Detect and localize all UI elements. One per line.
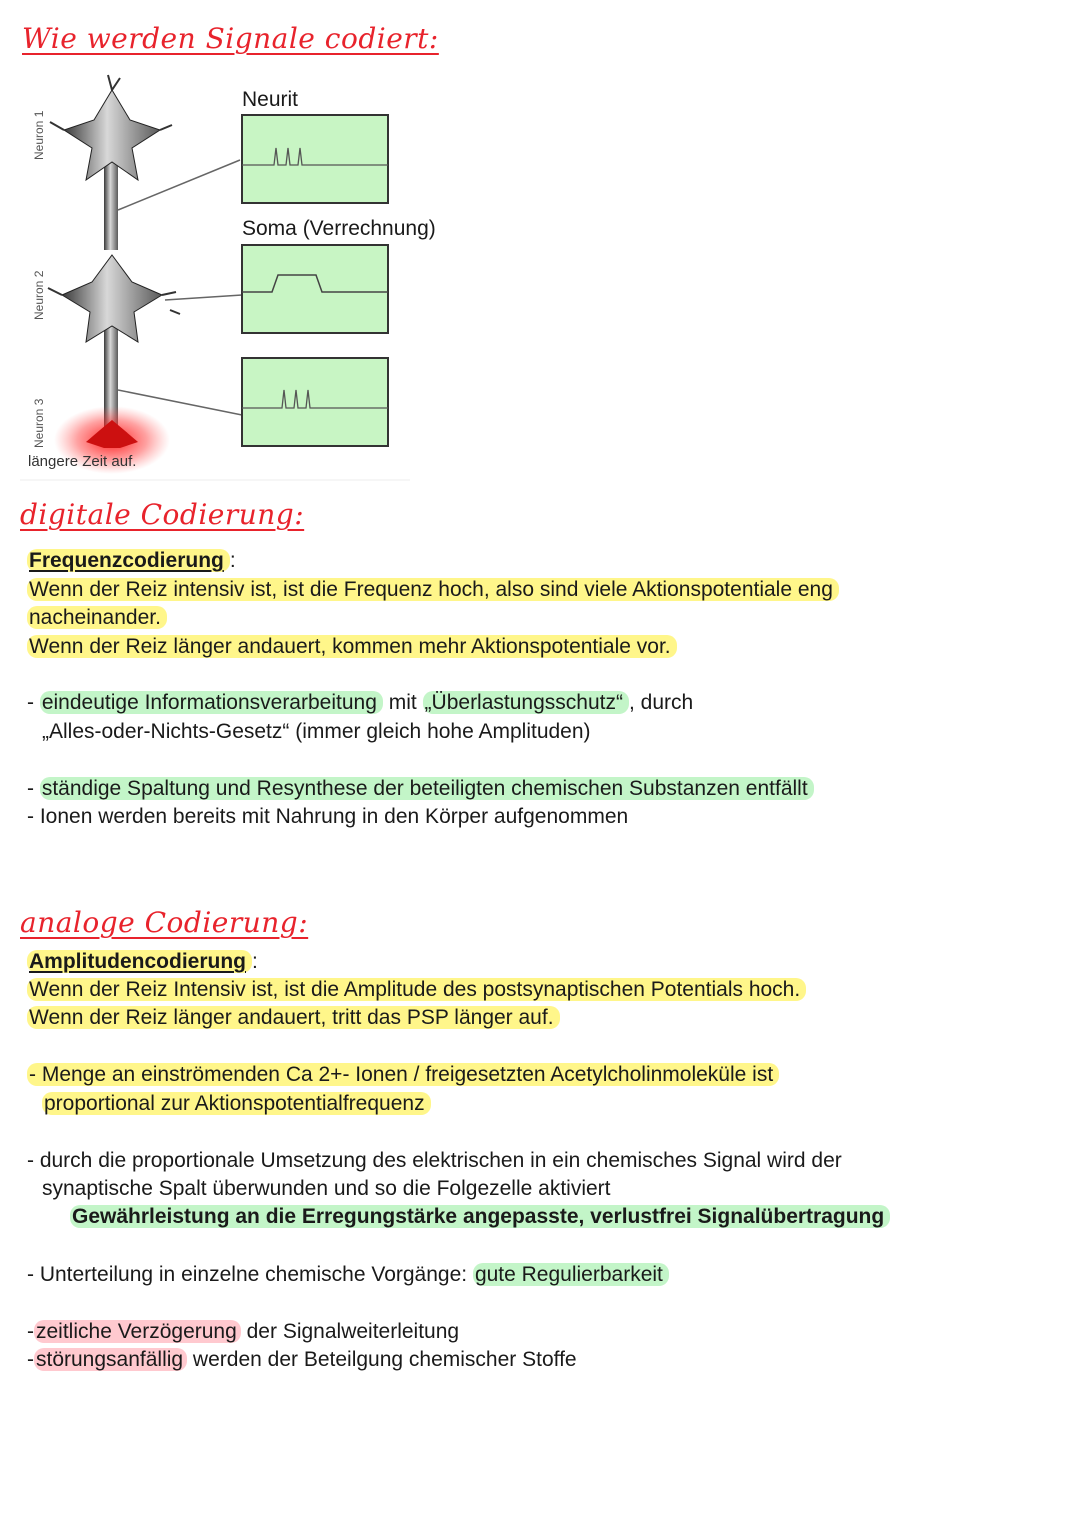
amplitude-subheading-text: Amplitudencodierung <box>27 950 252 973</box>
analog-bullet-2: - durch die proportionale Umsetzung des elektrischen in ein chemisches Signal wird der <box>27 1149 842 1172</box>
digital-line-1 <box>27 576 839 604</box>
analog-bullet-1-line-2: proportional zur Aktionspotentialfrequenz <box>42 1092 431 1115</box>
neuron-2-label: Neuron 2 <box>32 270 46 320</box>
neuron-diagram <box>20 70 420 485</box>
analog-bullet-3-text: - Unterteilung in einzelne chemische Vorgänge: <box>27 1263 473 1286</box>
analog-bullet-4: -zeitliche Verzögerung der Signalweiterleitung <box>27 1320 460 1343</box>
digital-bullet-1-line-2: „Alles-oder-Nichts-Gesetz“ (immer gleich hohe Amplituden) <box>42 720 591 743</box>
digital-heading: digitale Codierung: <box>20 498 305 531</box>
analog-bullet-5-hl: störungsanfällig <box>34 1348 187 1371</box>
frequency-subheading-text: Frequenzcodierung <box>27 549 230 572</box>
digital-line-3-text: Wenn der Reiz länger andauert, kommen mehr Aktionspotentiale vor. <box>27 635 677 658</box>
analog-bullet-4-rest: der Signalweiterleitung <box>240 1320 460 1343</box>
digital-bullet-2-text: ständige Spaltung und Resynthese der beteiligten chemischen Substanzen entfällt <box>40 777 814 800</box>
analog-line-1 <box>27 976 806 1004</box>
digital-line-2-text: nacheinander. <box>27 606 167 629</box>
soma-label: Soma (Verrechnung) <box>242 217 436 240</box>
analog-line-2 <box>27 1004 560 1032</box>
amplitude-colon: : <box>252 950 258 973</box>
digital-bullet-1-dash: - <box>27 691 40 714</box>
frequency-subheading <box>27 547 236 575</box>
neurit-panel <box>242 115 388 203</box>
neuron-figure <box>20 70 436 485</box>
analog-bullet-4-hl: zeitliche Verzögerung <box>34 1320 241 1343</box>
frequency-colon: : <box>229 549 236 572</box>
digital-line-1-text: Wenn der Reiz intensiv ist, ist die Frequenz hoch, also sind viele Aktionspotentiale eng <box>27 578 839 601</box>
digital-bullet-2: - ständige Spaltung und Resynthese der beteiligten chemischen Substanzen entfällt <box>27 775 814 803</box>
digital-bullet-3: - Ionen werden bereits mit Nahrung in den Körper aufgenommen <box>27 805 629 828</box>
analog-bullet-5-rest: werden der Beteilgung chemischer Stoffe <box>187 1348 577 1371</box>
neurit-label: Neurit <box>242 88 299 111</box>
analog-bullet-2-conclusion-row <box>70 1203 890 1231</box>
output-panel <box>242 358 388 446</box>
digital-line-2 <box>27 604 167 632</box>
neuron-1-label: Neuron 1 <box>32 110 46 160</box>
digital-bullet-1-rest: , durch <box>628 691 694 714</box>
analog-bullet-2-line-2: synaptische Spalt überwunden und so die Folgezelle aktiviert <box>42 1177 611 1200</box>
analog-bullet-5: -störungsanfällig werden der Beteilgung chemischer Stoffe <box>27 1348 577 1371</box>
analog-bullet-1-line-1: - Menge an einströmenden Ca 2+- Ionen / freigesetzten Acetylcholinmoleküle ist <box>27 1063 779 1086</box>
figure-caption: längere Zeit auf. <box>28 453 137 470</box>
analog-bullet-3 <box>27 1261 669 1289</box>
digital-bullet-1-hl: eindeutige Informationsverarbeitung <box>40 691 383 714</box>
neuron-3-label: Neuron 3 <box>32 398 46 448</box>
analog-bullet-2-conclusion: Gewährleistung an die Erregungstärke angepasste, verlustfrei Signalübertragung <box>70 1205 890 1228</box>
analog-bullet-1 <box>27 1061 779 1089</box>
page-title: Wie werden Signale codiert: <box>22 22 439 55</box>
analog-line-2-text: Wenn der Reiz länger andauert, tritt das PSP länger auf. <box>27 1006 560 1029</box>
analog-bullet-1-line-2-row <box>42 1090 431 1118</box>
amplitude-subheading <box>27 948 258 976</box>
analog-line-1-text: Wenn der Reiz Intensiv ist, ist die Amplitude des postsynaptischen Potentials hoch. <box>27 978 806 1001</box>
digital-bullet-1-mid: mit <box>382 691 423 714</box>
digital-line-3 <box>27 633 677 661</box>
digital-bullet-1-hl2: „Überlastungsschutz“ <box>423 691 629 714</box>
digital-bullet-1 <box>27 689 693 717</box>
analog-heading: analoge Codierung: <box>20 906 309 939</box>
soma-panel <box>242 245 388 333</box>
analog-bullet-3-hl: gute Regulierbarkeit <box>473 1263 669 1286</box>
